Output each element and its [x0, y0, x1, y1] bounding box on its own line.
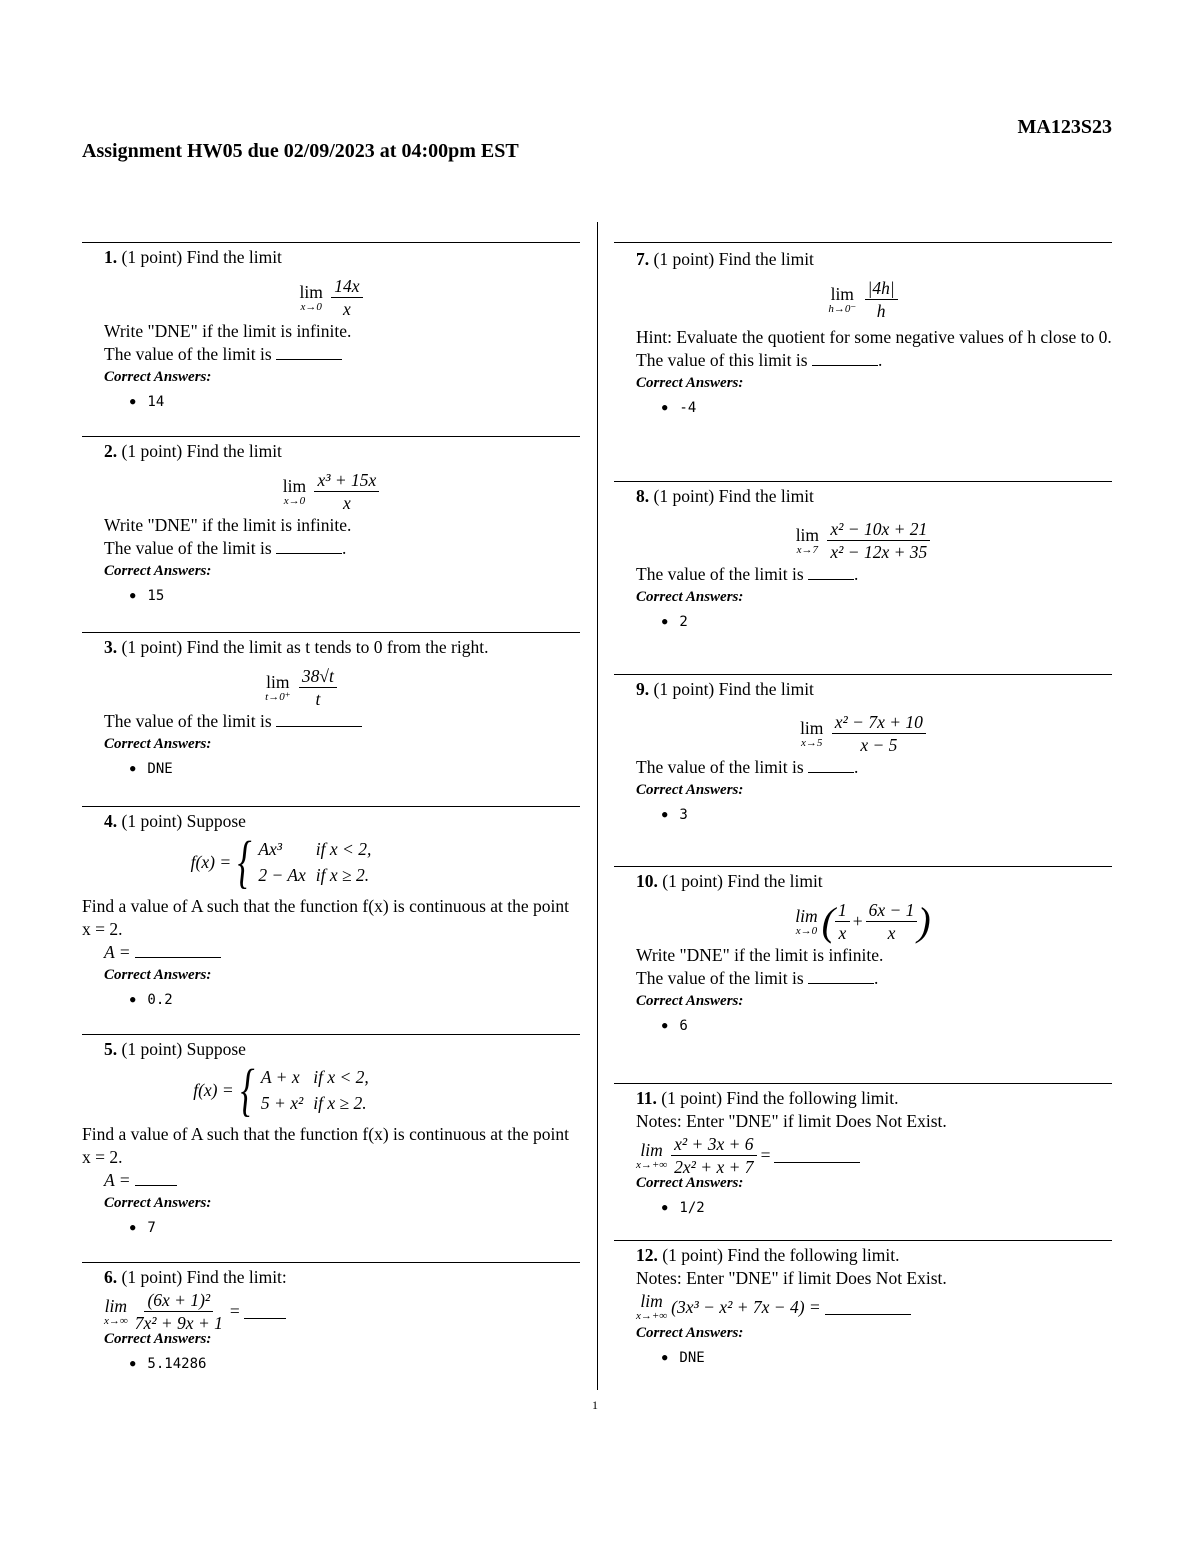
lim-operator: lim t→0⁺: [265, 671, 291, 703]
problem-prompt: (1 point) Suppose: [121, 1039, 246, 1059]
problem-number: 10.: [636, 871, 658, 891]
lim-operator: lim x→0: [282, 475, 307, 507]
problem-prompt: (1 point) Find the limit as t tends to 0 from the right.: [121, 637, 489, 657]
problem-12: [614, 1240, 1112, 1373]
answer-prompt: The value of the limit is .: [104, 538, 347, 558]
answer-prompt: A =: [82, 1169, 580, 1192]
correct-answer: ● 2: [614, 609, 1112, 637]
correct-answers-label: Correct Answers:: [636, 589, 744, 605]
correct-answers-label: Correct Answers:: [104, 967, 212, 983]
dne-instruction: Write "DNE" if the limit is infinite.: [104, 321, 352, 341]
problem-prompt: (1 point) Find the limit: [121, 247, 282, 267]
answer-prompt: The value of the limit is .: [636, 968, 879, 988]
correct-answers-label: Correct Answers:: [636, 1175, 744, 1191]
correct-answer: ● -4: [614, 395, 1112, 423]
problem-number: 12.: [636, 1245, 658, 1265]
limit-expression: [614, 518, 1112, 563]
problem-prompt: (1 point) Find the limit:: [121, 1267, 287, 1287]
problem-1: [82, 242, 580, 417]
problem-prompt: (1 point) Find the limit: [662, 871, 823, 891]
dne-instruction: Write "DNE" if the limit is infinite.: [636, 945, 884, 965]
fraction: $\frac{14x}{x}$: [331, 275, 362, 320]
problem-5: [82, 1034, 580, 1243]
problem-prompt: (1 point) Find the limit: [653, 249, 814, 269]
correct-answers-label: Correct Answers:: [104, 1195, 212, 1211]
problem-number: 7.: [636, 249, 650, 269]
limit-expression: lim x→+∞ (3x³ − x² + 7x − 4) =: [614, 1292, 911, 1322]
problem-2: [82, 436, 580, 611]
answer-blank[interactable]: [808, 565, 854, 580]
answer-blank[interactable]: [825, 1300, 911, 1315]
problem-number: 9.: [636, 679, 650, 699]
correct-answers-label: Correct Answers:: [104, 1331, 212, 1347]
limit-expression: [82, 275, 580, 320]
problem-number: 11.: [636, 1088, 657, 1108]
answer-blank[interactable]: [276, 345, 342, 360]
answer-blank[interactable]: [774, 1148, 860, 1163]
problem-8: [614, 481, 1112, 637]
answer-prompt: The value of the limit is .: [636, 757, 859, 777]
problem-prompt: (1 point) Find the following limit.: [662, 1245, 900, 1265]
lim-operator: lim x→5: [800, 717, 824, 749]
answer-prompt: The value of the limit is .: [636, 564, 859, 584]
problem-number: 8.: [636, 486, 650, 506]
question-text: Find a value of A such that the function f(x) is continuous at the point x = 2.: [82, 896, 570, 939]
answer-blank[interactable]: [135, 1171, 177, 1186]
answer-prompt: The value of the limit is: [82, 710, 580, 733]
problem-number: 5.: [104, 1039, 118, 1059]
correct-answers-label: Correct Answers:: [104, 369, 212, 385]
problem-prompt: (1 point) Suppose: [121, 811, 246, 831]
problem-number: 4.: [104, 811, 118, 831]
answer-blank[interactable]: [135, 943, 221, 958]
problem-9: [614, 674, 1112, 830]
correct-answers-label: Correct Answers:: [636, 375, 744, 391]
fraction: $\frac{\text{x³ + 15x}}{x}$: [314, 469, 379, 514]
problem-number: 2.: [104, 441, 118, 461]
limit-expression: [22, 665, 580, 710]
correct-answers-label: Correct Answers:: [636, 1325, 744, 1341]
answer-blank[interactable]: [276, 539, 342, 554]
correct-answer: ● 14: [82, 389, 580, 417]
fraction-term-2: $\frac{6x - 1}{x}$: [866, 899, 918, 944]
correct-answers-label: Correct Answers:: [636, 782, 744, 798]
problem-number: 6.: [104, 1267, 118, 1287]
lim-operator: lim h→0⁻: [828, 283, 857, 315]
problem-number: 1.: [104, 247, 118, 267]
correct-answers-label: Correct Answers:: [104, 563, 212, 579]
problem-4: [82, 806, 580, 1015]
answer-blank[interactable]: [276, 712, 362, 727]
column-divider: [597, 222, 598, 1390]
question-text: Find a value of A such that the function f(x) is continuous at the point x = 2.: [82, 1124, 570, 1167]
problem-prompt: (1 point) Find the limit: [121, 441, 282, 461]
correct-answer: ● DNE: [614, 1345, 1112, 1373]
limit-expression: [614, 277, 1112, 322]
limit-expression: [614, 711, 1112, 756]
answer-prompt: A =: [82, 941, 580, 964]
limit-expression: lim x→0 ( $\frac{1}{x}$ + $\frac{6x - 1}{x}$ ): [795, 898, 931, 944]
correct-answer: ● 15: [82, 583, 580, 611]
lim-operator: lim x→0: [795, 905, 818, 937]
answer-prompt: The value of this limit is .: [636, 350, 883, 370]
fraction-term-1: $\frac{1}{x}$: [835, 899, 850, 944]
correct-answer: ● 5.14286: [82, 1351, 580, 1379]
correct-answer: ● DNE: [82, 756, 580, 784]
lim-operator: lim x→7: [795, 524, 820, 556]
fraction: $\frac{\text{x² − 10x + 21}}{\text{x² − 12x + 35}}$: [827, 518, 930, 563]
assignment-title: Assignment HW05 due 02/09/2023 at 04:00pm EST: [82, 140, 519, 162]
correct-answers-label: Correct Answers:: [636, 993, 744, 1009]
problem-7: [614, 242, 1112, 423]
limit-expression: [82, 469, 580, 514]
problem-6: [82, 1262, 580, 1379]
page-number: 1: [592, 1398, 598, 1412]
problem-10: [614, 866, 1112, 1041]
correct-answers-label: Correct Answers:: [104, 736, 212, 752]
problem-prompt: (1 point) Find the limit: [653, 486, 814, 506]
answer-blank[interactable]: [812, 351, 878, 366]
correct-answer: ● 1/2: [614, 1195, 1112, 1223]
notes-text: Notes: Enter "DNE" if limit Does Not Exist.: [636, 1111, 947, 1131]
correct-answer: ● 0.2: [82, 987, 580, 1015]
fraction: $\frac{38√t}{t}$: [299, 665, 337, 710]
fraction: $\frac{\text{x² − 7x + 10}}{x - 5}$: [832, 711, 926, 756]
notes-text: Notes: Enter "DNE" if limit Does Not Exist.: [636, 1268, 947, 1288]
limit-expression: lim x→∞ $\frac{\text{(6x + 1)²}}{\text{7x² + 9x + 1}}$ =: [82, 1289, 286, 1334]
lim-operator: lim x→0: [299, 281, 323, 313]
problem-prompt: (1 point) Find the following limit.: [661, 1088, 899, 1108]
fraction: $\frac{\text{(6x + 1)²}}{\text{7x² + 9x + 1}}$: [134, 1290, 223, 1333]
correct-answer: ● 6: [614, 1013, 1112, 1041]
answer-prompt: The value of the limit is: [82, 343, 580, 366]
dne-instruction: Write "DNE" if the limit is infinite.: [104, 515, 352, 535]
lim-operator: lim x→∞: [104, 1295, 128, 1327]
answer-blank[interactable]: [808, 969, 874, 984]
piecewise-function: f(x) = { A + x if x < 2, 5 + x² if x ≥ 2.: [193, 1057, 369, 1122]
problem-number: 3.: [104, 637, 118, 657]
piecewise-function: f(x) = { Ax³ if x < 2, 2 − Ax if x ≥ 2.: [190, 829, 372, 894]
problem-prompt: (1 point) Find the limit: [653, 679, 814, 699]
correct-answer: ● 3: [614, 802, 1112, 830]
lim-operator: lim x→+∞: [636, 1291, 668, 1322]
fraction: $\frac{\text{x² + 3x + 6}}{\text{2x² + x + 7}}$: [671, 1133, 756, 1178]
course-code: MA123S23: [1017, 116, 1112, 138]
problem-3: [82, 632, 580, 784]
hint-text: Hint: Evaluate the quotient for some negative values of h close to 0.: [636, 327, 1112, 347]
limit-expression: lim x→+∞ $\frac{\text{x² + 3x + 6}}{\text{2x² + x + 7}}$ =: [614, 1133, 860, 1178]
answer-blank[interactable]: [244, 1304, 286, 1319]
correct-answer: ● 7: [82, 1215, 580, 1243]
lim-operator: lim x→+∞: [636, 1139, 668, 1171]
fraction: $\frac{|4h|}{h}$: [865, 277, 898, 322]
problem-11: [614, 1083, 1112, 1223]
answer-blank[interactable]: [808, 758, 854, 773]
